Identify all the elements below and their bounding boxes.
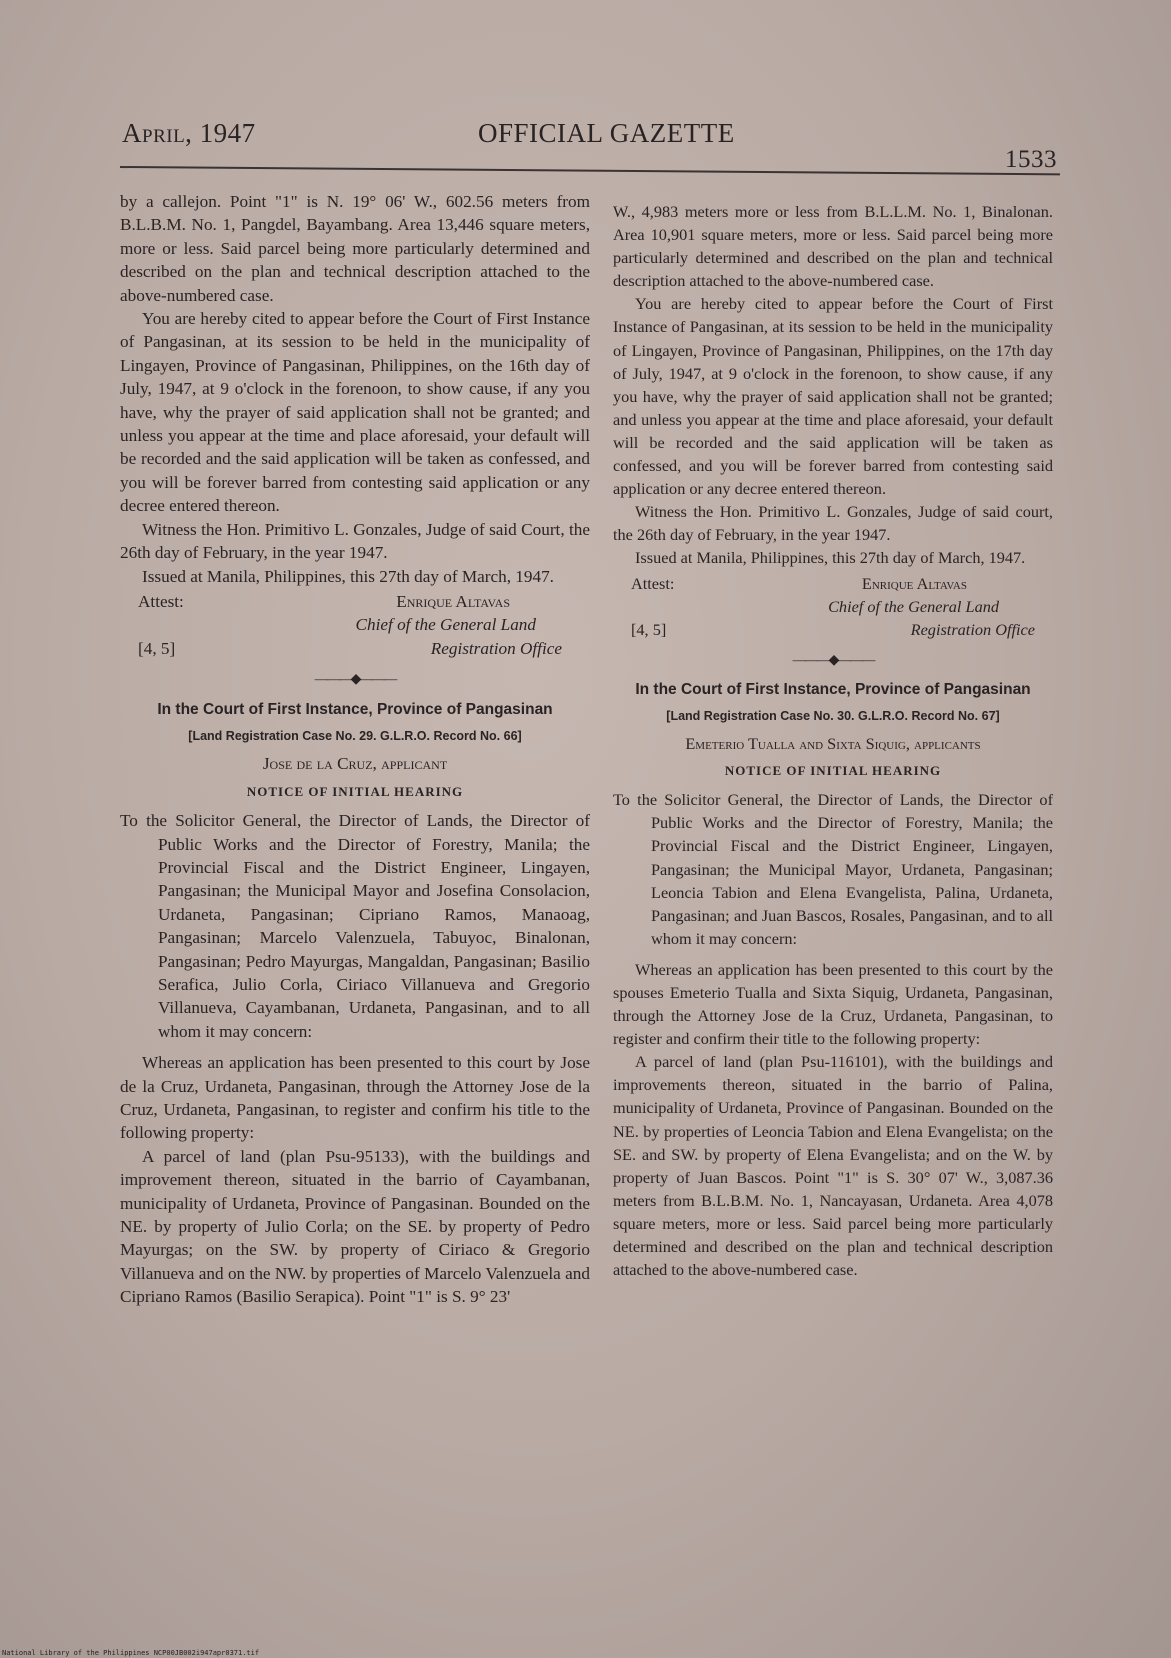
paragraph: Witness the Hon. Primitivo L. Gonzales, Judge of said court, the 26th day of February, in the year 1947. <box>613 502 1053 545</box>
header-title: OFFICIAL GAZETTE <box>478 118 735 148</box>
section-divider: ———◆——— <box>792 652 874 668</box>
paragraph: W., 4,983 meters more or less from B.L.L.M. No. 1, Binalonan. Area 10,901 square meters, more or less. Said parcel being more particularly determined and described on the plan and technical description attached to the above-numbered case. <box>613 202 1053 291</box>
case-number: [Land Registration Case No. 29. G.L.R.O. Record No. 66] <box>188 728 522 743</box>
applicant: Jose de la Cruz, applicant <box>262 754 448 774</box>
signatory-office: Registration Office <box>430 638 562 658</box>
header-rule <box>120 166 1060 175</box>
page-number: 1533 <box>1005 146 1057 173</box>
attest-line <box>613 572 1053 595</box>
applicant: Emeterio Tualla and Sixta Siquig, applicants <box>685 734 981 754</box>
attest-label: Attest: <box>631 573 675 593</box>
signatory-title-line <box>120 637 590 660</box>
right-column <box>613 200 1053 1281</box>
court-heading: In the Court of First Instance, Province of Pangasinan <box>157 700 553 718</box>
signatory-name: Enrique Altavas <box>861 573 967 593</box>
paragraph: Issued at Manila, Philippines, this 27th day of March, 1947. <box>635 548 1026 568</box>
paragraph: by a callejon. Point "1" is N. 19° 06' W., 602.56 meters from B.L.B.M. No. 1, Pangdel, Bayambang. Area 13,446 square meters, more or less. Said parcel being more particularly determined and described on the plan and technical description attached to the above-numbered case. <box>120 192 590 305</box>
signatory-office: Registration Office <box>910 619 1035 639</box>
notice-heading: NOTICE OF INITIAL HEARING <box>246 783 464 799</box>
paragraph: Whereas an application has been presented to this court by Jose de la Cruz, Urdaneta, Pangasinan, through the Attorney Jose de la Cruz, Urdaneta, Pangasinan, to register and confirm his title to the following property: <box>120 1053 590 1143</box>
court-heading: In the Court of First Instance, Province of Pangasinan <box>635 680 1031 698</box>
paragraph: Witness the Hon. Primitivo L. Gonzales, Judge of said Court, the 26th day of February, in the year 1947. <box>120 519 590 563</box>
signatory-title: Chief of the General Land <box>355 615 536 635</box>
paragraph: A parcel of land (plan Psu-116101), with the buildings and improvements thereon, situated in the barrio of Palina, municipality of Urdaneta, Province of Pangasinan. Bounded on the NE. by properties of Leoncia Tabion and Elena Evangelista; on the SE. and SW. by property of Elena Evangelista; and on the W. by property of Juan Bascos. Point "1" is S. 30° 07' W., 3,087.36 meters from B.L.B.M. No. 1, Nancayasan, Urdaneta. Area 4,078 square meters, more or less. Said parcel being more particularly determined and described on the plan and technical description attached to the above-numbered case. <box>613 1052 1053 1280</box>
left-column <box>120 190 590 1309</box>
case-number: [Land Registration Case No. 30. G.L.R.O. Record No. 67] <box>666 708 1000 723</box>
signatory-name: Enrique Altavas <box>396 591 510 611</box>
attest-label: Attest: <box>138 591 184 611</box>
paragraph: Issued at Manila, Philippines, this 27th day of March, 1947. <box>142 566 554 586</box>
issue-ref: [4, 5] <box>138 638 176 658</box>
paragraph: Whereas an application has been presented to this court by the spouses Emeterio Tualla and Sixta Siquig, Urdaneta, Pangasinan, through the Attorney Jose de la Cruz, Urdaneta, Pangasinan, to register and confirm their title to the following property: <box>613 959 1053 1049</box>
signatory-title: Chief of the General Land <box>828 596 999 616</box>
signatory-title-line <box>613 618 1053 641</box>
issue-ref: [4, 5] <box>631 619 667 639</box>
scan-footer: National Library of the Philippines NCP00JB002i947apr0371.tif <box>2 1649 260 1657</box>
header-date: April, 1947 <box>122 118 256 148</box>
notice-heading: NOTICE OF INITIAL HEARING <box>724 763 942 779</box>
section-divider: ———◆——— <box>314 672 396 688</box>
addressees: To the Solicitor General, the Director of Lands, the Director of Public Works and the Director of Forestry, Manila; the Provincial Fiscal and the District Engineer, Lingayen, Pangasinan; the Municipal Mayor and Josefina Consolacion, Urdaneta, Pangasinan; Cipriano Ramos, Manaoag, Pangasinan; Marcelo Valenzuela, Tabuyoc, Binalonan, Pangasinan; Pedro Mayurgas, Mangaldan, Pangasinan; Basilio Serafica, Julio Corla, Ciriaco Villanueva and Gregorio Villanueva, Cayambanan, Urdaneta, Pangasinan, and to all whom it may concern: <box>120 811 590 1041</box>
paragraph: You are hereby cited to appear before the Court of First Instance of Pangasinan, at its session to be held in the municipality of Lingayen, Province of Pangasinan, Philippines, on the 17th day of July, 1947, at 9 o'clock in the forenoon, to show cause, if any you have, why the prayer of said application shall not be granted; and unless you appear at the time and place aforesaid, your default will be recorded and the said application will be taken as confessed, and you will be forever barred from contesting said application or any decree entered thereon. <box>613 294 1053 499</box>
paragraph: You are hereby cited to appear before the Court of First Instance of Pangasinan, at its session to be held in the municipality of Lingayen, Province of Pangasinan, Philippines, on the 16th day of July, 1947, at 9 o'clock in the forenoon, to show cause, if any you have, why the prayer of said application shall not be granted; and unless you appear at the time and place aforesaid, your default will be recorded and the said application will be taken as confessed, and you will be forever barred from contesting said application or any decree entered thereon. <box>120 309 590 516</box>
paragraph: A parcel of land (plan Psu-95133), with the buildings and improvement thereon, situated in the barrio of Cayambanan, municipality of Urdaneta, Province of Pangasinan. Bounded on the NE. by property of Julio Corla; on the SE. by property of Pedro Mayurgas; on the SW. by property of Ciriaco & Gregorio Villanueva and on the NW. by properties of Marcelo Valenzuela and Cipriano Ramos (Basilio Serapica). Point "1" is S. 9° 23' <box>120 1146 590 1307</box>
addressees: To the Solicitor General, the Director of Lands, the Director of Public Works and the Director of Forestry, Manila; the Provincial Fiscal and the District Engineer, Lingayen, Pangasinan; the Municipal Mayor, Urdaneta, Pangasinan; Leoncia Tabion and Elena Evangelista, Palina, Urdaneta, Pangasinan; and Juan Bascos, Rosales, Pangasinan, and to all whom it may concern: <box>613 790 1053 948</box>
attest-line <box>120 590 590 613</box>
